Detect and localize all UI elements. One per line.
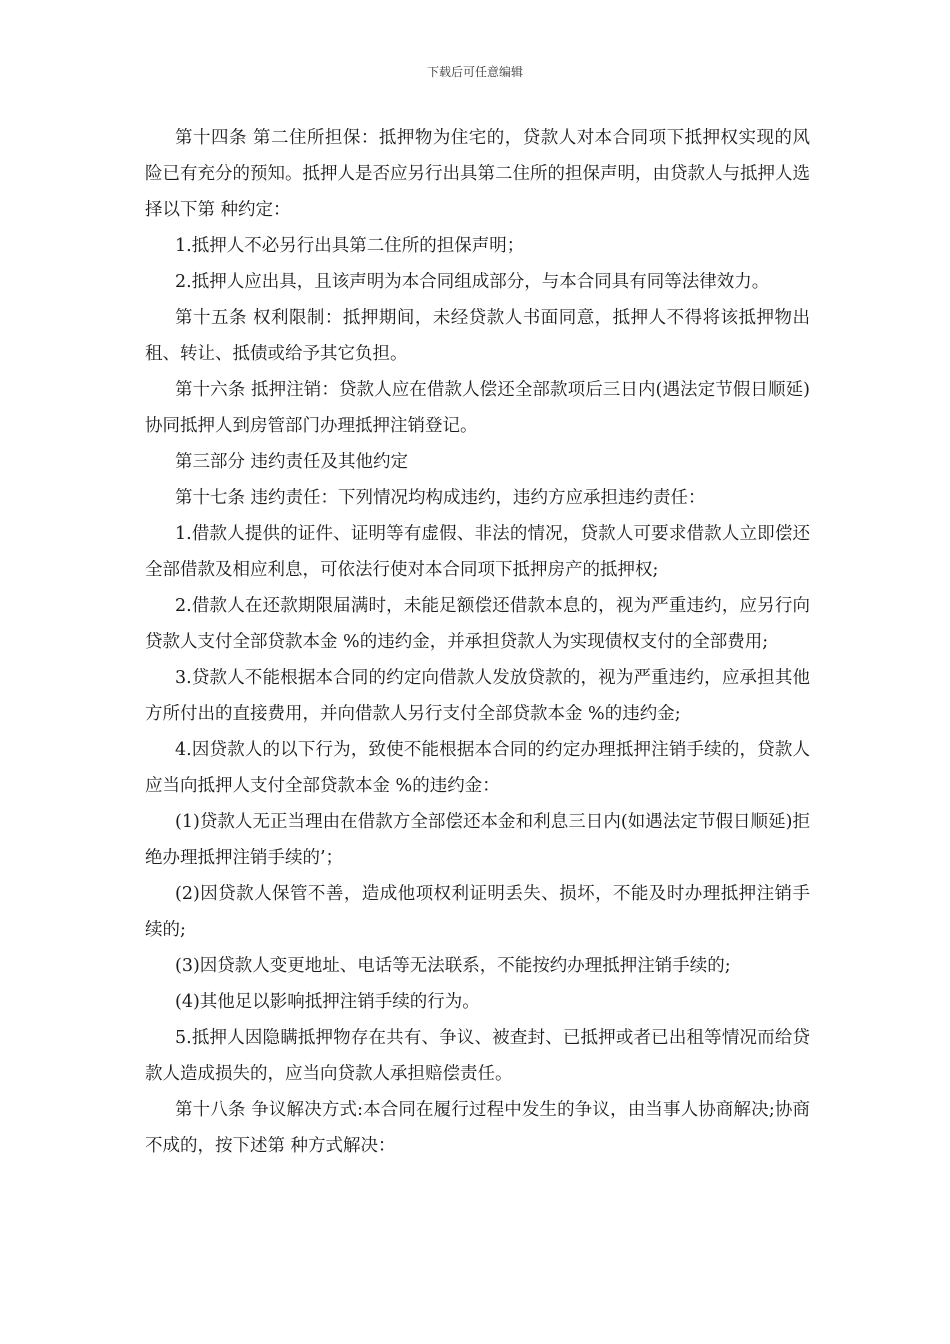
paragraph-option-2: 2.抵押人应出具，且该声明为本合同组成部分，与本合同具有同等法律效力。 (175, 272, 770, 292)
paragraph-breach-1: 1.借款人提供的证件、证明等有虚假、非法的情况，贷款人可要求借款人立即偿还全部借款及相应利息，可依法行使对本合同项下抵押房产的抵押权; (145, 524, 810, 580)
section-heading-part-3: 第三部分 违约责任及其他约定 (175, 452, 409, 472)
paragraph-subitem-3: (3)因贷款人变更地址、电话等无法联系，不能按约办理抵押注销手续的; (175, 956, 731, 976)
paragraph-breach-2: 2.借款人在还款期限届满时，未能足额偿还借款本息的，视为严重违约，应另行向贷款人支付全部贷款本金 %的违约金，并承担贷款人为实现债权支付的全部费用; (145, 596, 810, 652)
paragraph-option-1: 1.抵押人不必另行出具第二住所的担保声明； (175, 236, 525, 256)
paragraph-subitem-2: (2)因贷款人保管不善，造成他项权利证明丢失、损坏，不能及时办理抵押注销手续的; (145, 884, 810, 940)
paragraph-article-14: 第十四条 第二住所担保：抵押物为住宅的，贷款人对本合同项下抵押权实现的风险已有充分的预知。抵押人是否应另行出具第二住所的担保声明，由贷款人与抵押人选择以下第 种约定： (145, 128, 810, 220)
paragraph-article-15: 第十五条 权利限制：抵押期间，未经贷款人书面同意，抵押人不得将该抵押物出租、转让、抵债或给予其它负担。 (145, 308, 810, 364)
document-body (145, 120, 810, 1164)
paragraph-subitem-4: (4)其他足以影响抵押注销手续的行为。 (175, 992, 480, 1012)
paragraph-breach-5: 5.抵押人因隐瞒抵押物存在共有、争议、被查封、已抵押或者已出租等情况而给贷款人造成损失的，应当向贷款人承担赔偿责任。 (145, 1028, 810, 1084)
page-header: 下载后可任意编辑 (426, 65, 523, 79)
paragraph-breach-4: 4.因贷款人的以下行为，致使不能根据本合同的约定办理抵押注销手续的，贷款人应当向抵押人支付全部贷款本金 %的违约金： (145, 740, 810, 796)
paragraph-article-16: 第十六条 抵押注销：贷款人应在借款人偿还全部款项后三日内(遇法定节假日顺延)协同抵押人到房管部门办理抵押注销登记。 (145, 380, 810, 436)
paragraph-article-18: 第十八条 争议解决方式:本合同在履行过程中发生的争议，由当事人协商解决;协商不成的，按下述第 种方式解决： (145, 1100, 810, 1156)
paragraph-breach-3: 3.贷款人不能根据本合同的约定向借款人发放贷款的，视为严重违约，应承担其他方所付出的直接费用，并向借款人另行支付全部贷款本金 %的违约金; (145, 668, 810, 724)
paragraph-article-17: 第十七条 违约责任：下列情况均构成违约，违约方应承担违约责任： (175, 488, 706, 508)
paragraph-subitem-1: (1)贷款人无正当理由在借款方全部偿还本金和利息三日内(如遇法定节假日顺延)拒绝办理抵押注销手续的’； (145, 812, 810, 868)
